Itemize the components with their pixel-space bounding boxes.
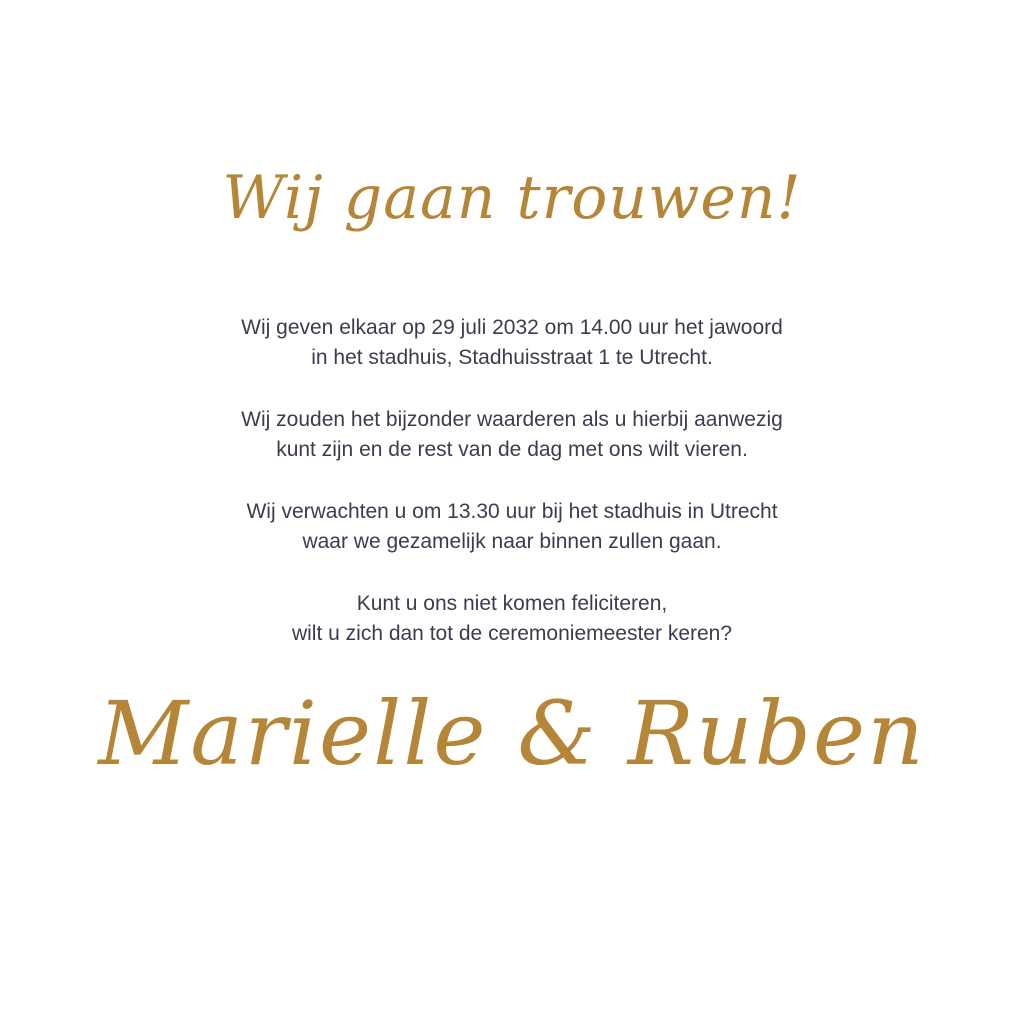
paragraph-line: Wij verwachten u om 13.30 uur bij het stadhuis in Utrecht: [246, 500, 778, 523]
paragraph-line: Wij zouden het bijzonder waarderen als u hierbij aanwezig: [241, 408, 783, 431]
paragraph-line: in het stadhuis, Stadhuisstraat 1 te Utrecht.: [311, 346, 713, 369]
paragraph-line: kunt zijn en de rest van de dag met ons wilt vieren.: [276, 438, 748, 461]
paragraph-line: Kunt u ons niet komen feliciteren,: [356, 592, 668, 615]
paragraph-invitation: [112, 405, 912, 465]
invitation-heading: Wij gaan trouwen!: [222, 163, 802, 233]
paragraph-ceremoniemeester: [112, 589, 912, 649]
paragraph-meeting-time: [112, 497, 912, 557]
paragraph-line: wilt u zich dan tot de ceremoniemeester keren?: [291, 622, 733, 645]
paragraph-line: Wij geven elkaar op 29 juli 2032 om 14.00 uur het jawoord: [241, 316, 783, 339]
paragraph-ceremony: [112, 313, 912, 373]
paragraph-line: waar we gezamelijk naar binnen zullen gaan.: [302, 530, 722, 553]
couple-names: Marielle & Ruben: [98, 682, 926, 785]
invitation-body: [112, 313, 912, 681]
